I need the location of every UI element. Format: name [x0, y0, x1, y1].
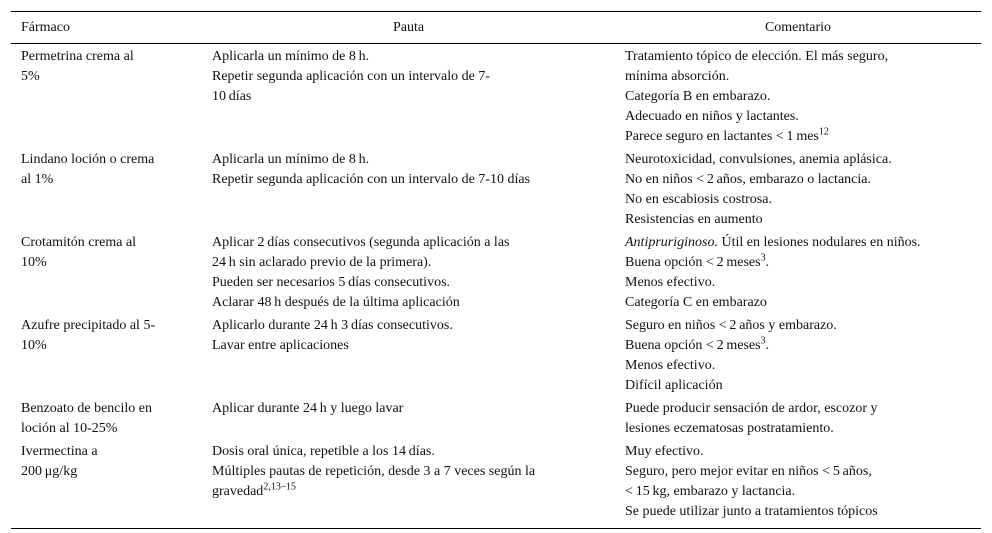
regimen-line: Repetir segunda aplicación con un intervalo de 7- — [212, 69, 490, 84]
header-regimen: Pauta — [202, 12, 615, 44]
reference-sup: 3 — [760, 252, 766, 264]
regimen-line: Múltiples pautas de repetición, desde 3 a 7 veces según la — [212, 464, 536, 479]
comment-cell — [615, 230, 981, 313]
reference-sup: 12 — [818, 126, 829, 138]
regimen-cell — [202, 44, 615, 148]
comment-line: mínima absorción. — [625, 69, 730, 84]
comment-line — [625, 233, 977, 253]
comment-text: Buena opción < 2 meses — [625, 338, 761, 353]
drug-line: 200 μg/kg — [21, 464, 78, 479]
drug-line: Ivermectina a — [21, 444, 98, 459]
drug-line: 10% — [21, 338, 47, 353]
drug-line: al 1% — [21, 172, 54, 187]
regimen-line: Aplicar durante 24 h y luego lavar — [212, 401, 404, 416]
comment-line: lesiones eczematosas postratamiento. — [625, 421, 834, 436]
regimen-line: Aplicarla un mínimo de 8 h. — [212, 49, 370, 64]
regimen-line: Repetir segunda aplicación con un intervalo de 7-10 días — [212, 172, 531, 187]
comment-line: Categoría C en embarazo — [625, 295, 767, 310]
comment-line: No en escabiosis costrosa. — [625, 192, 772, 207]
regimen-line — [212, 482, 611, 502]
drug-cell — [11, 230, 202, 313]
comment-line: Difícil aplicación — [625, 378, 723, 393]
drug-line: 5% — [21, 69, 40, 84]
regimen-cell — [202, 147, 615, 230]
italic-term: Antipruriginoso. — [625, 235, 718, 250]
comment-line: Menos efectivo. — [625, 358, 716, 373]
drug-line: Crotamitón crema al — [21, 235, 137, 250]
table-row — [11, 313, 981, 396]
comment-text: Útil en lesiones nodulares en niños. — [717, 235, 921, 250]
comment-text: . — [765, 338, 770, 353]
comment-line: Muy efectivo. — [625, 444, 704, 459]
comment-text: Parece seguro en lactantes < 1 mes — [625, 129, 819, 144]
comment-line: No en niños < 2 años, embarazo o lactancia. — [625, 172, 871, 187]
drug-line: 10% — [21, 255, 47, 270]
regimen-line: Pueden ser necesarios 5 días consecutivos. — [212, 275, 451, 290]
comment-line: Adecuado en niños y lactantes. — [625, 109, 799, 124]
comment-line — [625, 336, 977, 356]
table-row — [11, 439, 981, 529]
regimen-line: Aplicarlo durante 24 h 3 días consecutivos. — [212, 318, 453, 333]
table-row — [11, 230, 981, 313]
comment-line: < 15 kg, embarazo y lactancia. — [625, 484, 796, 499]
comment-line: Tratamiento tópico de elección. El más seguro, — [625, 49, 889, 64]
header-drug: Fármaco — [11, 12, 202, 44]
regimen-line: Aplicar 2 días consecutivos (segunda aplicación a las — [212, 235, 510, 250]
regimen-line: Lavar entre aplicaciones — [212, 338, 349, 353]
comment-line: Resistencias en aumento — [625, 212, 763, 227]
drug-line: Azufre precipitado al 5- — [21, 318, 156, 333]
header-row — [11, 12, 981, 44]
drug-line: Permetrina crema al — [21, 49, 134, 64]
drug-line: Benzoato de bencilo en — [21, 401, 153, 416]
drug-cell — [11, 147, 202, 230]
comment-cell — [615, 313, 981, 396]
treatment-table-container — [11, 11, 981, 529]
drug-cell — [11, 313, 202, 396]
drug-cell — [11, 439, 202, 529]
table-row — [11, 396, 981, 439]
comment-line — [625, 253, 977, 273]
scabies-treatment-table — [11, 11, 981, 529]
regimen-line: 24 h sin aclarado previo de la primera). — [212, 255, 432, 270]
drug-cell — [11, 396, 202, 439]
regimen-cell — [202, 396, 615, 439]
table-row — [11, 147, 981, 230]
drug-cell — [11, 44, 202, 148]
regimen-line: Aclarar 48 h después de la última aplicación — [212, 295, 460, 310]
comment-line: Seguro, pero mejor evitar en niños < 5 años, — [625, 464, 872, 479]
comment-line: Se puede utilizar junto a tratamientos tópicos — [625, 504, 878, 519]
comment-line: Neurotoxicidad, convulsiones, anemia aplásica. — [625, 152, 892, 167]
reference-sup: 2,13–15 — [263, 481, 296, 493]
drug-line: loción al 10-25% — [21, 421, 118, 436]
comment-line: Categoría B en embarazo. — [625, 89, 771, 104]
regimen-line: Dosis oral única, repetible a los 14 días. — [212, 444, 435, 459]
regimen-text: gravedad — [212, 484, 264, 499]
regimen-line: 10 días — [212, 89, 252, 104]
comment-line: Puede producir sensación de ardor, escozor y — [625, 401, 878, 416]
comment-line — [625, 127, 977, 147]
comment-text: . — [765, 255, 770, 270]
regimen-line: Aplicarla un mínimo de 8 h. — [212, 152, 370, 167]
comment-cell — [615, 44, 981, 148]
comment-cell — [615, 147, 981, 230]
regimen-cell — [202, 313, 615, 396]
regimen-cell — [202, 230, 615, 313]
reference-sup: 3 — [760, 335, 766, 347]
comment-cell — [615, 439, 981, 529]
table-row — [11, 44, 981, 148]
header-comment: Comentario — [615, 12, 981, 44]
comment-text: Buena opción < 2 meses — [625, 255, 761, 270]
drug-line: Lindano loción o crema — [21, 152, 155, 167]
comment-cell — [615, 396, 981, 439]
comment-line: Seguro en niños < 2 años y embarazo. — [625, 318, 837, 333]
comment-line: Menos efectivo. — [625, 275, 716, 290]
regimen-cell — [202, 439, 615, 529]
